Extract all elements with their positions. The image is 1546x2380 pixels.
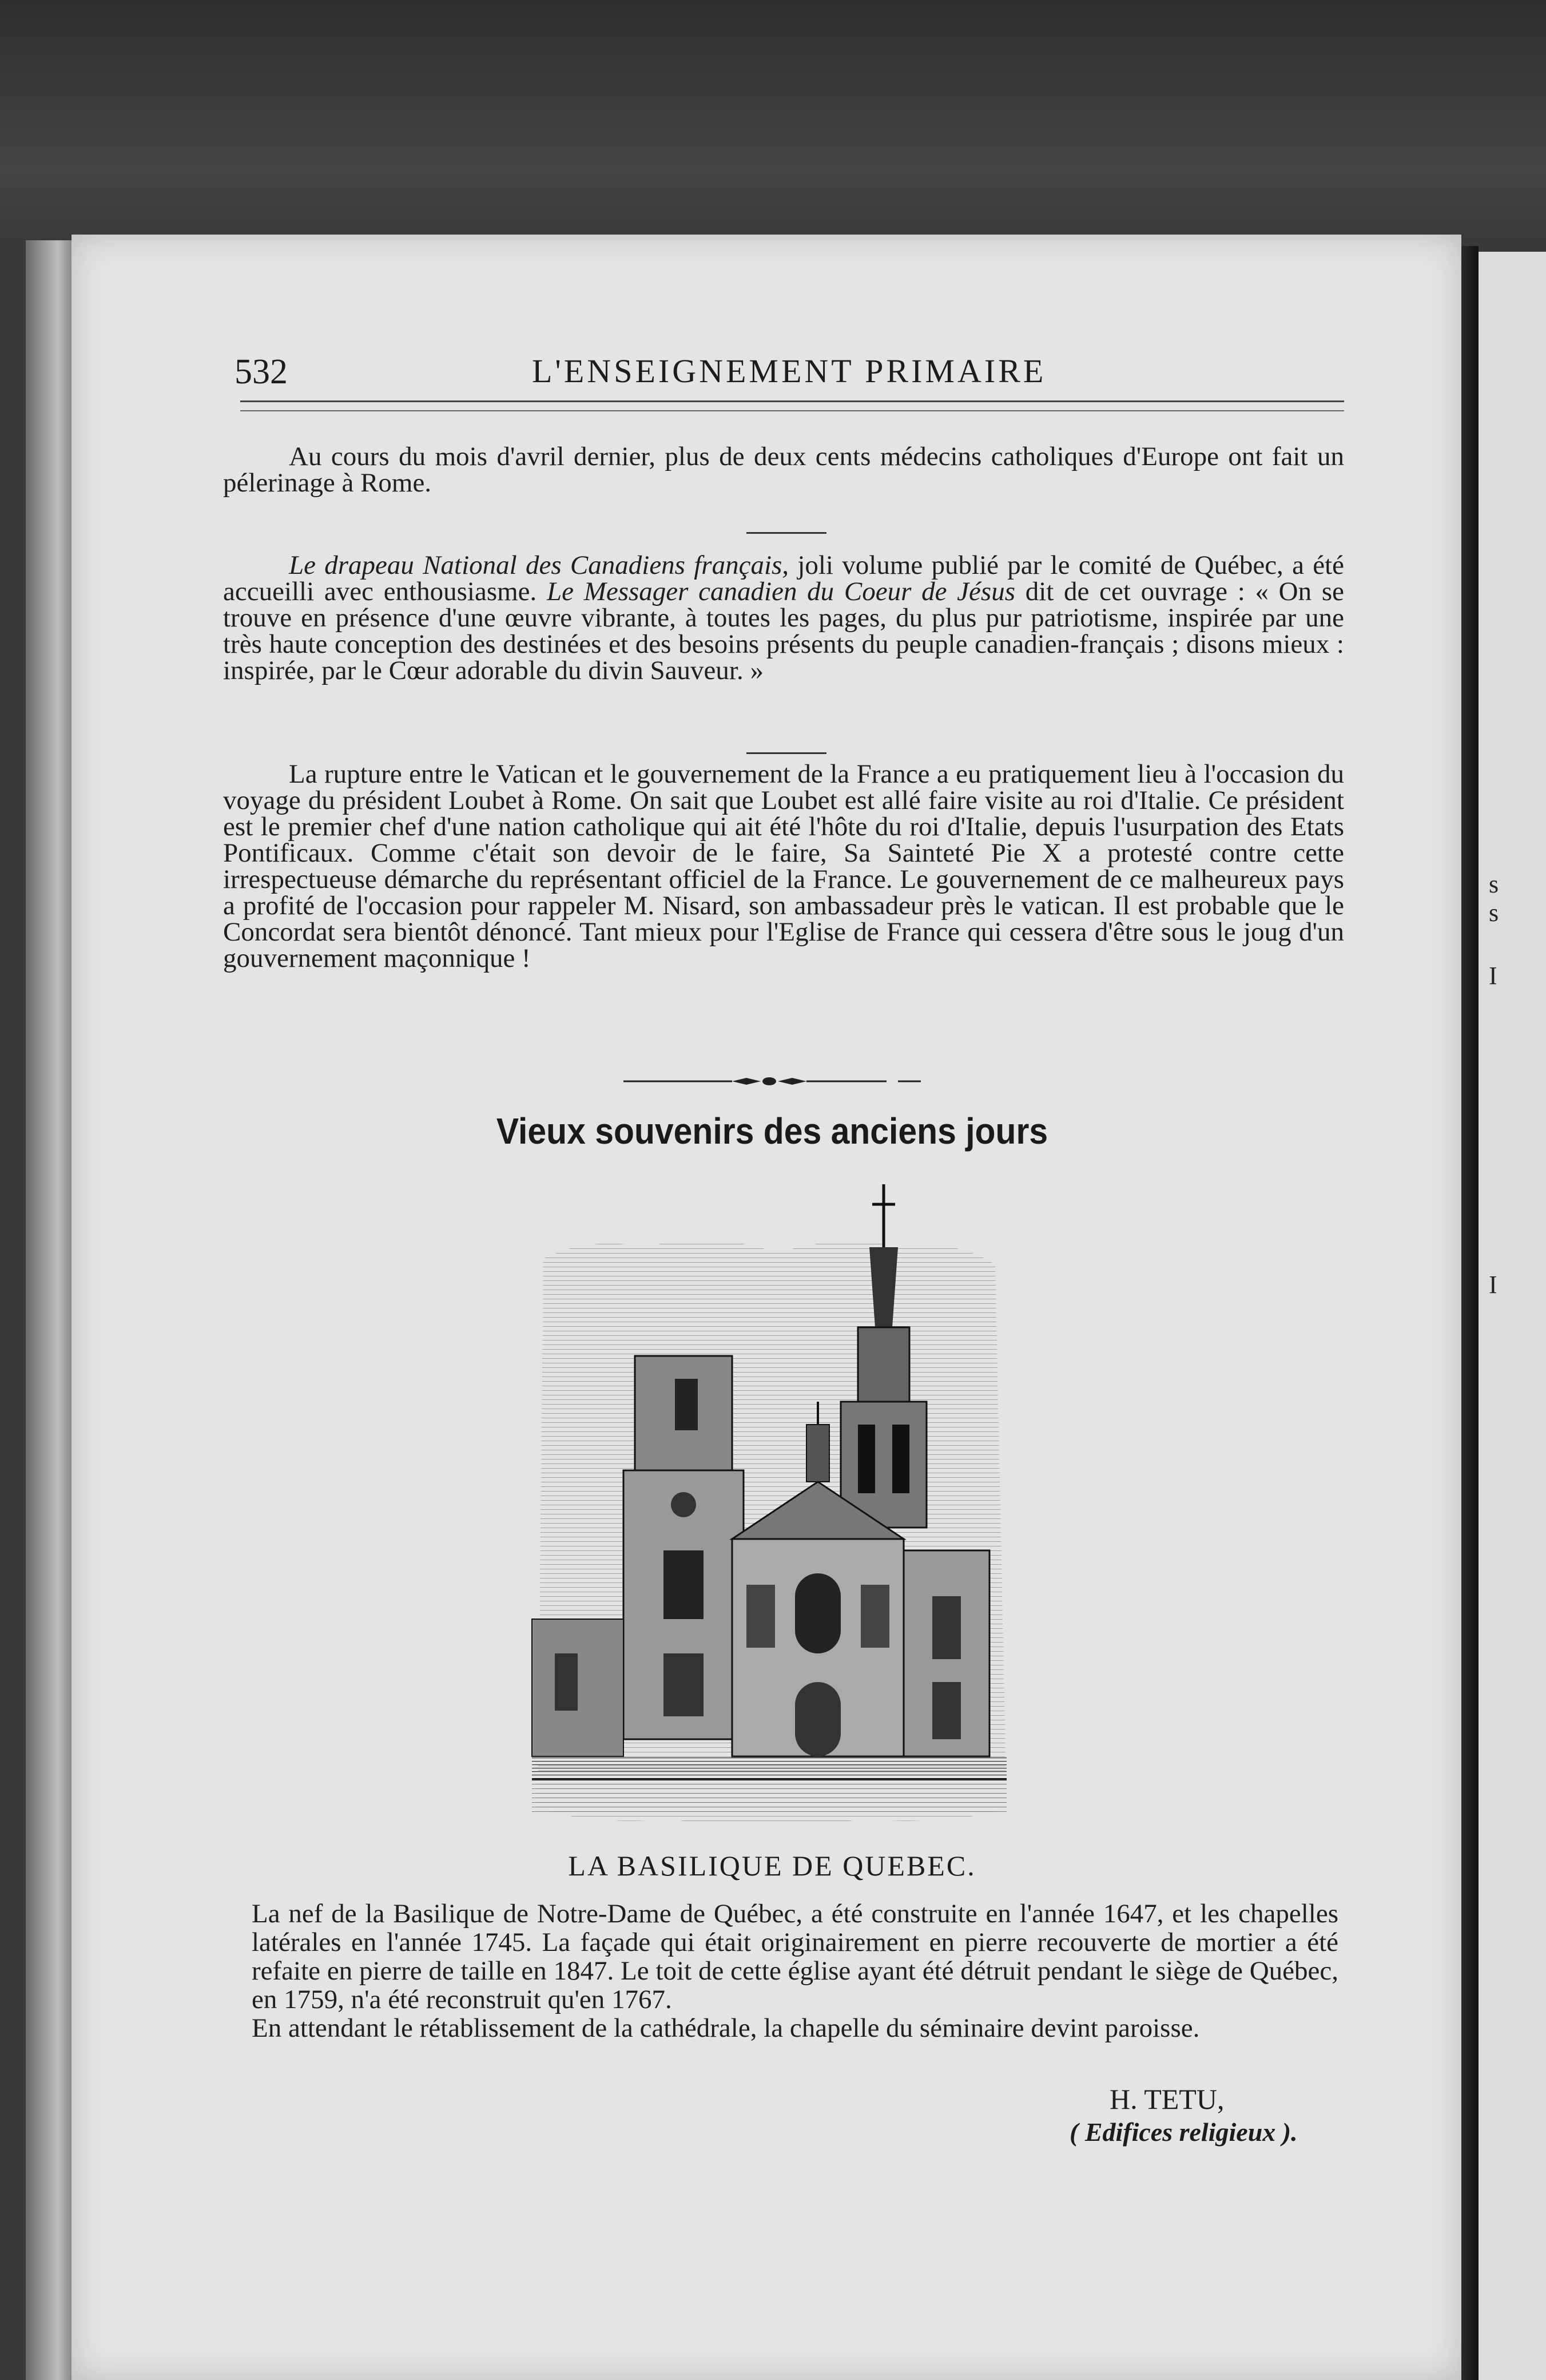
- paragraph-vatican: [223, 761, 1344, 971]
- figure-caption: LA BASILIQUE DE QUEBEC.: [568, 1850, 976, 1882]
- facing-page-fragment: I: [1489, 1271, 1497, 1299]
- paragraph-text: En attendant le rétablissement de la cathédrale, la chapelle du séminaire devint paroisse.: [252, 2013, 1200, 2043]
- scan-background: [0, 0, 1546, 240]
- paragraph-text: dit de cet ouvrage : « On se trouve en présence d'une œuvre vibrante, à toutes les pages, du plus pur patriotisme, inspirée par une très haute conception des destinées et des besoins présents du peuple canadien-français ; disons mieux : inspirée, par le Cœur adorable du divin Sauveur. »: [223, 577, 1344, 685]
- page-edges: [26, 240, 71, 2380]
- paragraph-pilgrimage: [223, 443, 1344, 496]
- page-header: [235, 352, 1350, 398]
- header-rule: [240, 400, 1344, 411]
- book-gutter: [1461, 246, 1479, 2380]
- facing-page-fragment: s: [1489, 870, 1499, 898]
- paragraph-drapeau: [223, 552, 1344, 684]
- author-signature: H. TETU,: [1110, 2083, 1225, 2115]
- basilica-engraving: [520, 1184, 1018, 1836]
- periodical-title: Le Messager canadien du Coeur de Jésus: [547, 577, 1015, 606]
- book-title: Le drapeau National des Canadiens français,: [289, 550, 789, 580]
- source-citation: ( Edifices religieux ).: [1070, 2117, 1298, 2147]
- ornament-divider: [623, 1076, 921, 1087]
- separator-rule: [746, 532, 826, 534]
- paragraph-text: Au cours du mois d'avril dernier, plus de deux cents médecins catholiques d'Europe ont fait un pélerinage à Rome.: [223, 442, 1344, 498]
- facing-page-fragment: I: [1489, 962, 1497, 990]
- paragraph-text: joli volume publié par le comité de Québec, a été accueilli avec enthousiasme.: [223, 550, 1344, 606]
- basilica-description: [252, 1899, 1338, 2042]
- paragraph-text: La nef de la Basilique de Notre-Dame de Québec, a été construite en l'année 1647, et les chapelles latérales en l'année 1745. La façade qui était originairement en pierre recouverte de mortier a été refaite en pierre de taille en 1847. Le toit de cette église ayant été détruit pendant le siège de Québec, en 1759, n'a été reconstruit qu'en 1767.: [252, 1899, 1338, 2014]
- separator-rule: [746, 752, 826, 754]
- facing-page: [1479, 252, 1546, 2380]
- section-title: Vieux souvenirs des anciens jours: [496, 1110, 1048, 1152]
- facing-page-fragment: s: [1489, 899, 1499, 927]
- running-title: L'ENSEIGNEMENT PRIMAIRE: [532, 352, 1047, 390]
- page-number: 532: [235, 352, 288, 391]
- paragraph-text: La rupture entre le Vatican et le gouvernement de la France a eu pratiquement lieu à l'occasion du voyage du président Loubet à Rome. On sait que Loubet est allé faire visite au roi d'Italie. Ce président est le premier chef d'une nation catholique qui ait été l'hôte du roi d'Italie, depuis l'usurpation des Etats Pontificaux. Comme c'était son devoir de le faire, Sa Sainteté Pie X a protesté contre cette irrespectueuse démarche du représentant officiel de la France. Le gouvernement de ce malheureux pays a profité de l'occasion pour rappeler M. Nisard, son ambassadeur près le vatican. Il est probable que le Concordat sera bientôt dénoncé. Tant mieux pour l'Eglise de France qui cessera d'être sous le joug d'un gouvernement maçonnique !: [223, 759, 1344, 973]
